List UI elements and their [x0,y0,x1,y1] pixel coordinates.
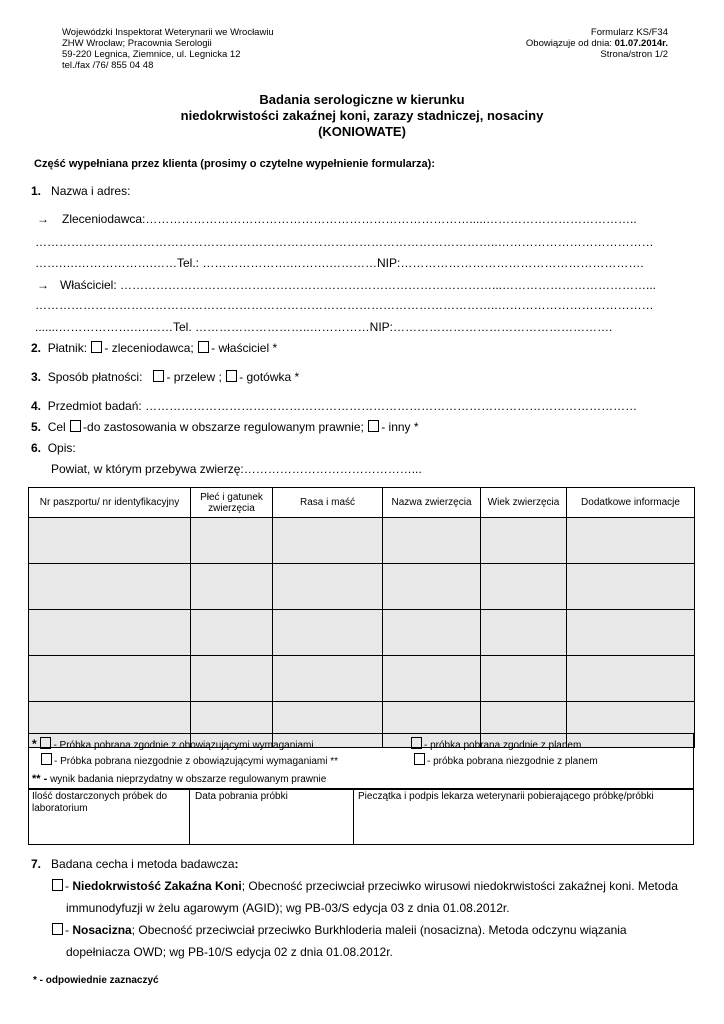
test-eia: - Niedokrwistość Zakaźna Koni; Obecność przeciwciał przeciwko wirusowi niedokrwistości zakaźnej koni. Metoda [51,879,678,893]
wlasciciel-address-field[interactable]: ……………………………………………………………………………………………………..………………………………… [35,298,654,312]
divider [189,789,190,845]
payer-zleceniodawca-checkbox[interactable] [91,341,102,353]
table-cell[interactable] [481,656,567,702]
effective-date: 01.07.2014r. [614,38,668,49]
test-glanders-method: dopełniacza OWD; wg PB-10/S edycja 02 z dnia 01.08.2012r. [66,945,393,959]
table-cell[interactable] [567,518,695,564]
table-cell[interactable] [191,610,273,656]
note-5: ** - wynik badania nieprzydatny w obszarze regulowanym prawnie [32,773,327,785]
lab-address: 59-220 Legnica, Ziemnice, ul. Legnicka 12 [62,49,241,60]
title-line-2: niedokrwistości zakaźnej koni, zarazy stadniczej, nosaciny [180,108,544,123]
section-6-description: 6. Opis: [31,441,76,455]
table-row [29,518,695,564]
vet-stamp-field[interactable]: Pieczątka i podpis lekarza weterynarii pobierającego próbkę/próbki [358,791,654,802]
col-age-header: Wiek zwierzęcia [481,488,567,518]
page-indicator: Strona/stron 1/2 [600,49,668,60]
sample-date-field[interactable]: Data pobrania próbki [195,791,288,802]
table-cell[interactable] [191,564,273,610]
note-compliant-checkbox[interactable] [40,737,51,749]
note-4: - próbka pobrana niezgodnie z planem [413,753,598,767]
powiat-field[interactable]: Powiat, w którym przebywa zwierzę:……………………………………... [51,462,422,476]
table-cell[interactable] [29,610,191,656]
form-label: Formularz KS/F34 [590,27,668,38]
col-sex-species-header: Płeć i gatunek zwierzęcia [191,488,273,518]
table-cell[interactable] [273,656,383,702]
sample-count-field[interactable]: Ilość dostarczonych próbek do laboratorium [32,791,168,814]
purpose-regulated-checkbox[interactable] [70,420,81,432]
title-line-1: Badania serologiczne w kierunku [259,92,465,107]
lab-name: Wojewódzki Inspektorat Weterynarii we Wrocławiu [62,27,274,38]
animals-table [28,487,695,748]
arrow-icon: → [37,212,49,226]
table-cell[interactable] [567,656,695,702]
col-name-header: Nazwa zwierzęcia [383,488,481,518]
section-2-payer: 2. Płatnik: - zleceniodawca; - właściciel * [31,341,278,355]
table-cell[interactable] [29,564,191,610]
col-info-header: Dodatkowe informacje [567,488,695,518]
table-cell[interactable] [383,518,481,564]
table-cell[interactable] [29,518,191,564]
client-part-heading: Część wypełniana przez klienta (prosimy o czytelne wypełnienie formularza): [34,158,436,170]
note-2: - Próbka pobrana niezgodnie z obowiązującymi wymaganiami ** [40,753,338,767]
zleceniodawca-tel-nip-field[interactable]: …….….……………….……Tel.: ………………….……….…………NIP:……………………………………………………. [35,256,644,270]
table-row [29,610,695,656]
col-breed-header: Rasa i maść [273,488,383,518]
effective-date-line: Obowiązuje od dnia: 01.07.2014r. [525,38,668,49]
table-cell[interactable] [273,564,383,610]
table-cell[interactable] [567,610,695,656]
payment-cash-checkbox[interactable] [226,370,237,382]
note-noncompliant-checkbox[interactable] [41,753,52,765]
payer-wlasciciel-checkbox[interactable] [198,341,209,353]
table-cell[interactable] [191,656,273,702]
test-eia-checkbox[interactable] [52,879,63,891]
note-1: * - Próbka pobrana zgodnie z obowiązującymi wymaganiami [32,737,314,751]
table-cell[interactable] [383,610,481,656]
lab-phone: tel./fax /76/ 855 04 48 [62,60,154,71]
table-cell[interactable] [29,656,191,702]
footnote: * - odpowiednie zaznaczyć [33,975,159,986]
title-line-3: (KONIOWATE) [318,124,406,139]
zleceniodawca-field[interactable]: Zleceniodawca:……………………………………………………………………….....……………………………….. [62,212,637,226]
table-row [29,656,695,702]
wlasciciel-tel-nip-field[interactable]: .......……………….….……Tel. ………………………..……………NIP:………………………………………………. [35,320,613,334]
table-cell[interactable] [273,518,383,564]
section-7: 7. Badana cecha i metoda badawcza: [31,857,239,871]
table-header-row [29,488,695,518]
table-cell[interactable] [481,564,567,610]
table-cell[interactable] [567,564,695,610]
wlasciciel-field[interactable]: Właściciel: …………………………………………………………………………………...………………………………... [60,278,657,292]
section-1: 1. Nazwa i adres: [31,184,131,198]
test-eia-method: immunodyfuzji w żelu agarowym (AGID); wg PB-03/S edycja 03 z dnia 01.08.2012r. [66,901,510,915]
note-3: - próbka pobrana zgodnie z planem [410,737,581,751]
payment-transfer-checkbox[interactable] [153,370,164,382]
table-cell[interactable] [383,564,481,610]
section-4-subject[interactable]: 4. Przedmiot badań: …………………………………………………………………………………………………………… [31,399,638,413]
table-cell[interactable] [273,610,383,656]
test-glanders: - Nosacizna; Obecność przeciwciał przeciwko Burkhloderia maleii (nosacizna). Metoda odczynu wiązania [51,923,627,937]
plan-compliant-checkbox[interactable] [411,737,422,749]
zleceniodawca-address-field[interactable]: ……………………………………………………………………………………………………..………………………………… [35,235,654,249]
lab-dept: ZHW Wrocław; Pracownia Serologii [62,38,212,49]
divider [353,789,354,845]
arrow-icon: → [37,278,49,292]
col-passport-header: Nr paszportu/ nr identyfikacyjny [29,488,191,518]
test-glanders-checkbox[interactable] [52,923,63,935]
plan-noncompliant-checkbox[interactable] [414,753,425,765]
table-cell[interactable] [481,610,567,656]
section-5-purpose: 5. Cel -do zastosowania w obszarze regulowanym prawnie; - inny * [31,420,419,434]
table-cell[interactable] [383,656,481,702]
table-cell[interactable] [191,518,273,564]
section-3-payment: 3. Sposób płatności: - przelew ; - gotówka * [31,370,300,384]
purpose-other-checkbox[interactable] [368,420,379,432]
table-row [29,564,695,610]
table-cell[interactable] [481,518,567,564]
